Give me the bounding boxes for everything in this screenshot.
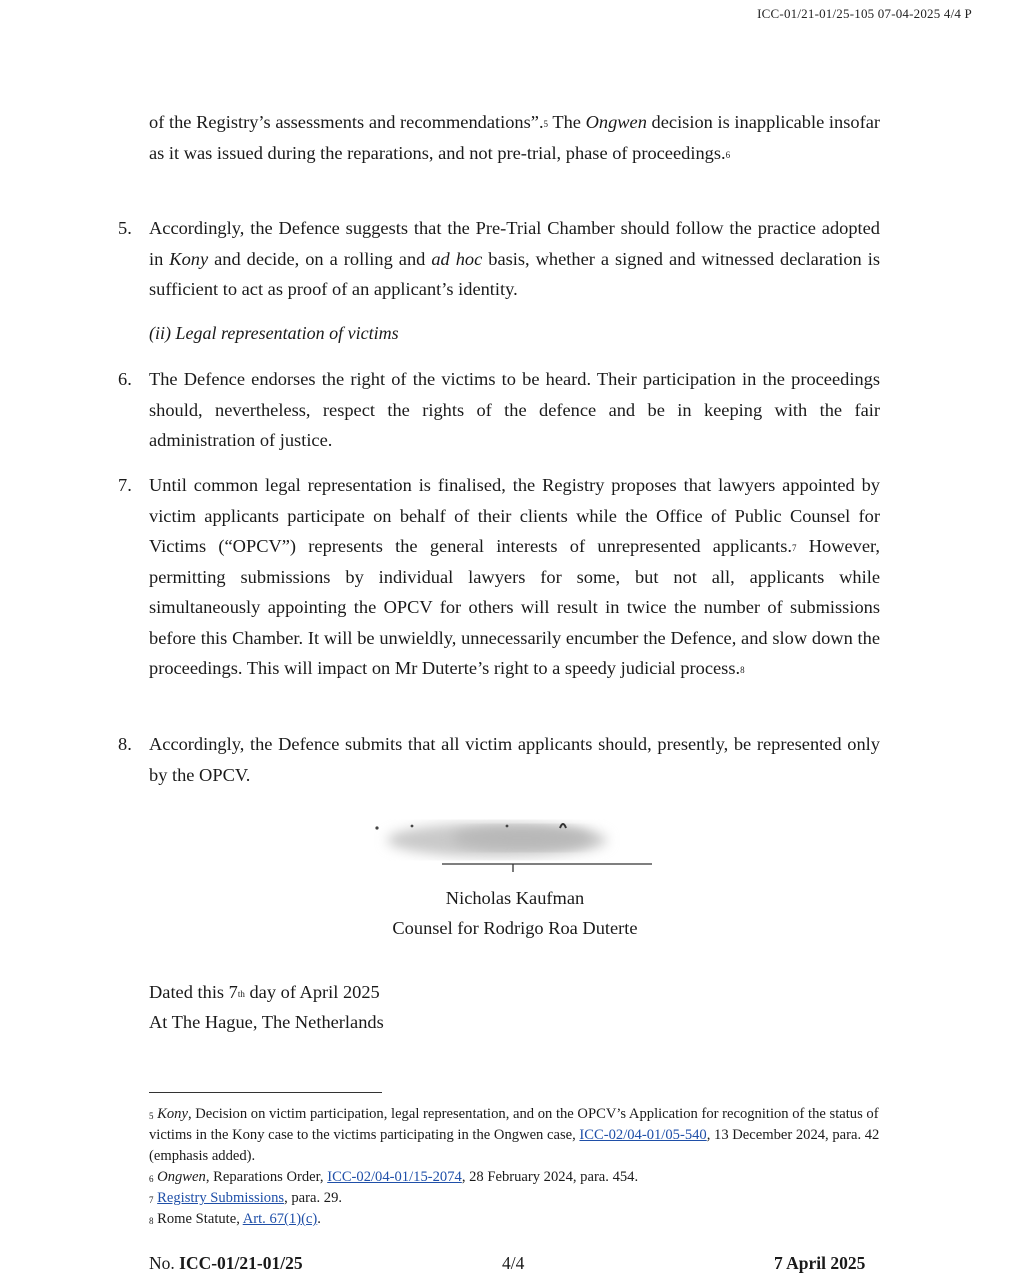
footer-case-number: No. ICC-01/21-01/25	[149, 1253, 303, 1273]
footer-page-number: 4/4	[502, 1253, 525, 1273]
footnote-ref-6[interactable]: 6	[725, 149, 731, 160]
place-line: At The Hague, The Netherlands	[149, 1012, 384, 1032]
footer-date: 7 April 2025	[774, 1253, 866, 1273]
paragraph-text: The Defence endorses the right of the victims to be heard. Their participation in the proceedings should, nevertheless, respect the rights of the defence and be in keeping with the fair administration of justice.	[149, 369, 880, 450]
dated-line: Dated this 7th day of April 2025	[149, 982, 380, 1002]
paragraph-number: 5.	[118, 218, 132, 238]
footnote-link[interactable]: Registry Submissions	[157, 1190, 285, 1206]
signature-block	[320, 883, 710, 943]
paragraph-number: 7.	[118, 475, 132, 495]
footnote-link[interactable]: Art. 67(1)(c)	[242, 1211, 318, 1227]
footnote-link[interactable]: ICC-02/04-01/15-2074	[327, 1169, 462, 1185]
paragraph-text: Until common legal representation is finalised, the Registry proposes that lawyers appointed by victim applicants participate on behalf of their clients while the Office of Public Counsel for Victims (“OPCV”) represents the general interests of unrepresented applicants.$^7$ However, permitting submissions by individual lawyers for some, but not all, applicants while simultaneously appointing the OPCV for others will result in twice the number of submissions before this Chamber. It will be unwieldly, unnecessarily encumber the Defence, and slow down the proceedings. This will impact on Mr Duterte’s right to a speedy judicial process.$^8$	[149, 475, 880, 678]
footnote-separator	[149, 1092, 382, 1093]
footnote-6: $^6$ Ongwen, Reparations Order, ICC-02/04-01/15-2074, 28 February 2024, para. 454.	[149, 1169, 639, 1185]
footnotes	[149, 1104, 884, 1230]
paragraph-number: 6.	[118, 369, 132, 389]
continuation-paragraph: of the Registry’s assessments and recommendations”.$^5$ The Ongwen decision is inapplicable insofar as it was issued during the reparations, and not pre-trial, phase of proceedings.$^6$	[149, 112, 880, 163]
footnote-8: $^8$ Rome Statute, Art. 67(1)(c).	[149, 1211, 321, 1227]
footnote-link[interactable]: ICC-02/04-01/05-540	[579, 1127, 707, 1143]
section-heading: (ii) Legal representation of victims	[149, 323, 399, 343]
footnote-ref-8[interactable]: 8	[740, 665, 745, 675]
paragraph-number: 8.	[118, 734, 132, 754]
signatory-title: Counsel for Rodrigo Roa Duterte	[392, 918, 638, 938]
header-reference: ICC-01/21-01/25-105 07-04-2025 4/4 P	[757, 6, 972, 21]
signatory-name: Nicholas Kaufman	[445, 888, 585, 908]
footnote-7: $^7$ Registry Submissions, para. 29.	[149, 1190, 343, 1206]
paragraph-text: Accordingly, the Defence suggests that the Pre-Trial Chamber should follow the practice adopted in Kony and decide, on a rolling and ad hoc basis, whether a signed and witnessed declaration is sufficient to act as proof of an applicant’s identity.	[149, 218, 880, 299]
footnote-ref-5[interactable]: 5	[543, 119, 549, 129]
paragraph-text: Accordingly, the Defence submits that all victim applicants should, presently, be represented only by the OPCV.	[149, 734, 880, 785]
redacted-signature-image	[372, 814, 654, 872]
footnote-ref-7[interactable]: 7	[791, 543, 797, 553]
date-place-block	[149, 977, 384, 1037]
footnote-5: $^5$ Kony, Decision on victim participation, legal representation, and on the OPCV’s Application for recognition of the status of victims in the Kony case to the victims participating in the Ongwen case, ICC-02/04-01/05-540, 13 December 2024, para. 42 (emphasis added).	[149, 1106, 880, 1164]
